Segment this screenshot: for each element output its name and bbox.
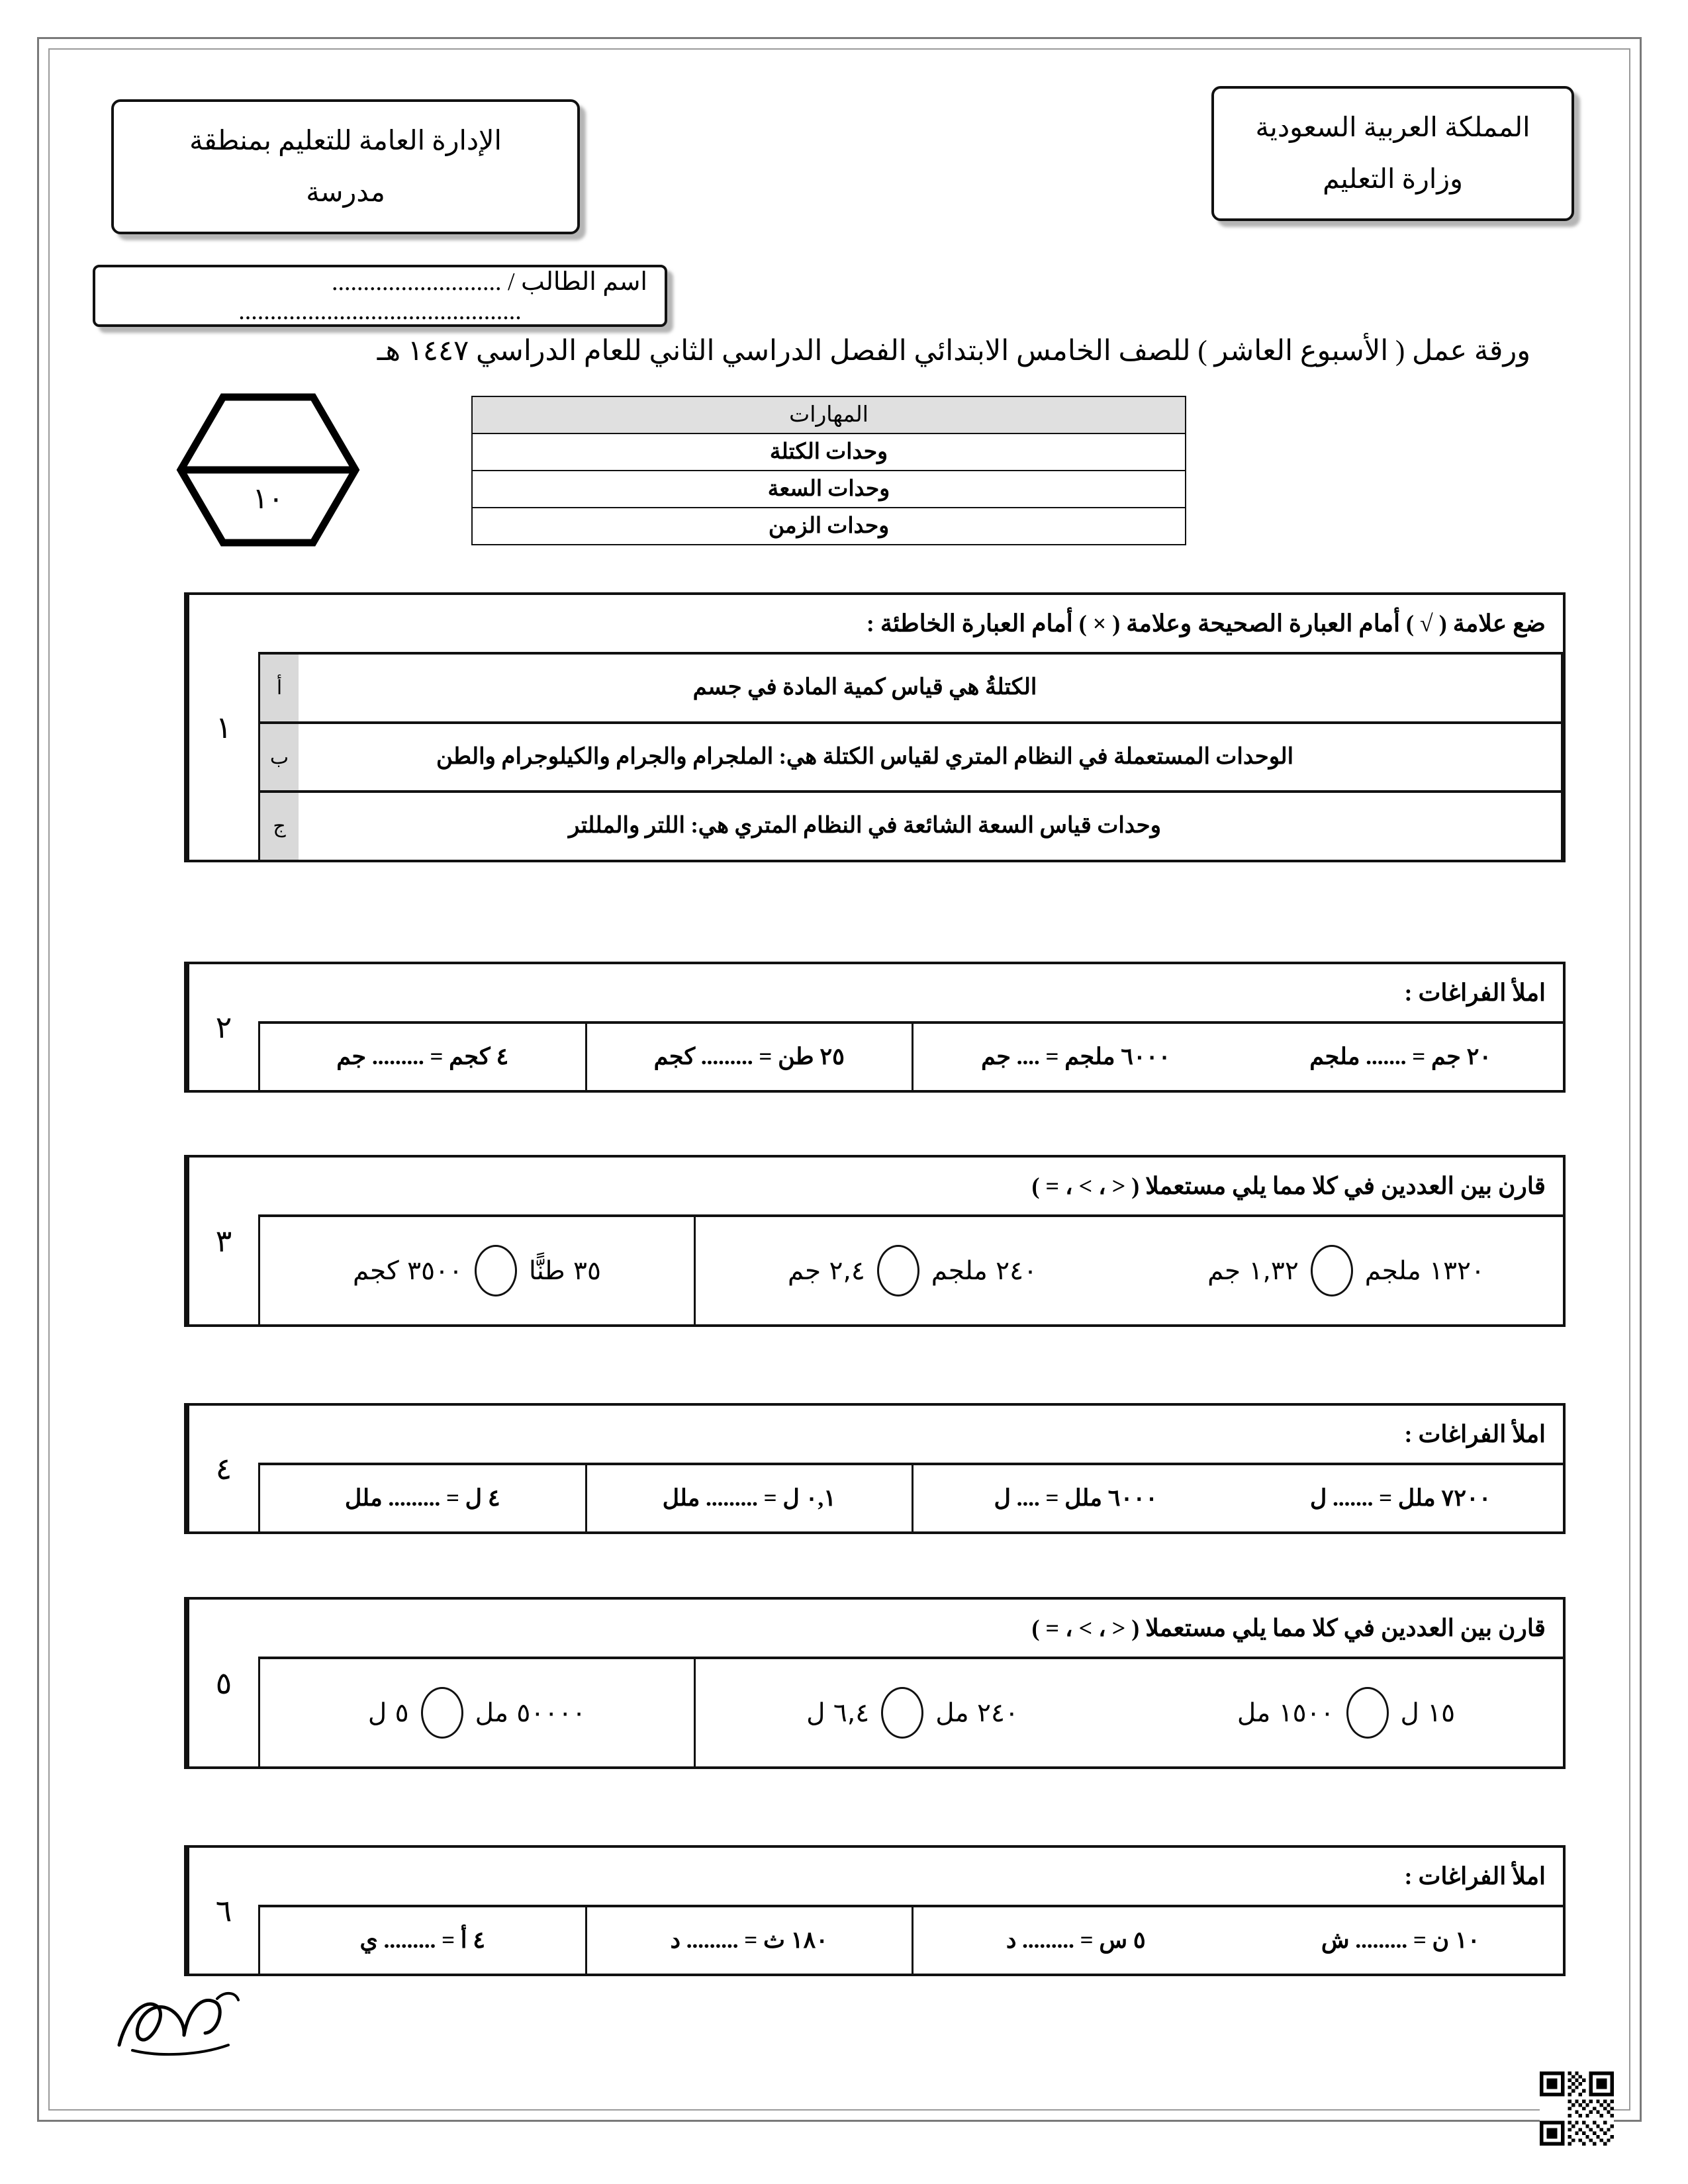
fill-blank-cell[interactable]: ٢٠ جم = ....... ملجم	[1309, 1044, 1492, 1069]
compare-cell[interactable]	[694, 1217, 1129, 1324]
tf-row	[258, 655, 1563, 724]
tf-letter-a: أ	[258, 655, 299, 721]
compare-cell[interactable]	[1129, 1659, 1563, 1766]
tf-answer-box-a[interactable]	[1431, 655, 1563, 721]
tf-statement-a: الكتلةُ هي قياس كمية المادة في جسم	[692, 675, 1037, 700]
compare-left-value: ١٥٠٠ مل	[1237, 1698, 1335, 1728]
tf-statement-b: الوحدات المستعملة في النظام المتري لقياس الكتلة هي: الملجرام والجرام والكيلوجرام والطن	[436, 744, 1294, 769]
compare-circle[interactable]	[421, 1687, 463, 1739]
skills-table	[471, 396, 1186, 545]
skills-row	[472, 508, 1186, 545]
question-prompt-2: املأ الفراغات :	[258, 964, 1563, 1024]
question-number-1: ١	[187, 595, 258, 860]
question-number-5: ٥	[187, 1600, 258, 1766]
question-number-2: ٢	[187, 964, 258, 1090]
tf-letter-c: ج	[258, 793, 299, 860]
student-name-field[interactable]	[93, 265, 667, 327]
fill-blank-cell[interactable]: ٦٠٠٠ ملل = .... ل	[912, 1465, 1239, 1531]
education-directorate-box	[111, 99, 580, 234]
fill-blank-cell[interactable]: ٤ كجم = ......... جم	[258, 1024, 585, 1090]
compare-left-value: ٢,٤ جم	[788, 1255, 865, 1286]
compare-circle[interactable]	[475, 1245, 517, 1297]
tf-answer-box-c[interactable]	[1431, 793, 1563, 860]
tf-row	[258, 793, 1563, 860]
question-number-3: ٣	[187, 1158, 258, 1324]
fill-blank-cell[interactable]: ٢٥ طن = ......... كجم	[585, 1024, 912, 1090]
fill-blank-cell[interactable]: ٤ ل = ......... ملل	[258, 1465, 585, 1531]
student-name-dots: .............................................	[238, 296, 522, 325]
fill-blank-cell[interactable]: ٠,١ ل = ......... ملل	[585, 1465, 912, 1531]
mark-hexagon	[175, 389, 361, 551]
fill-blank-cell[interactable]: ١٠ ن = ......... ش	[1321, 1927, 1480, 1953]
compare-left-value: ٦,٤ ل	[806, 1698, 870, 1728]
compare-right-value: ٥٠٠٠٠ مل	[475, 1698, 586, 1728]
skills-row	[472, 433, 1186, 471]
skill-item-2: وحدات الزمن	[472, 508, 1186, 545]
compare-right-value: ٢٤٠ ملجم	[931, 1255, 1037, 1286]
fill-blank-cell[interactable]: ٤ أ = ......... ي	[258, 1907, 585, 1974]
compare-left-value: ٣٥٠٠ كجم	[353, 1255, 463, 1286]
compare-right-value: ١٥ ل	[1400, 1698, 1456, 1728]
tf-letter-b: ب	[258, 724, 299, 791]
hexagon-icon	[175, 389, 361, 551]
compare-circle[interactable]	[1311, 1245, 1353, 1297]
question-prompt-5: قارن بين العددين في كلا مما يلي مستعملا ( < ، > ، = )	[258, 1600, 1563, 1659]
compare-left-value: ١,٣٢ جم	[1207, 1255, 1299, 1286]
skills-header-cell: المهارات	[472, 396, 1186, 433]
question-block-1	[184, 592, 1566, 862]
question-number-4: ٤	[187, 1406, 258, 1531]
question-prompt-1: ضع علامة ( √ ) أمام العبارة الصحيحة وعلامة ( × ) أمام العبارة الخاطئة :	[258, 595, 1563, 655]
fill-blank-cell[interactable]: ٦٠٠٠ ملجم = .... جم	[912, 1024, 1239, 1090]
qr-code-icon	[1540, 2071, 1614, 2146]
fill-blank-cell[interactable]: ١٨٠ ث = ......... د	[585, 1907, 912, 1974]
compare-circle[interactable]	[881, 1687, 923, 1739]
compare-cell[interactable]	[258, 1659, 694, 1766]
kingdom-label: المملكة العربية السعودية	[1255, 112, 1530, 143]
page-title: ورقة عمل ( الأسبوع العاشر ) للصف الخامس الابتدائي الفصل الدراسي الثاني للعام الدراسي ١٤٤٧ هـ	[377, 336, 1530, 367]
handwritten-signature	[106, 1979, 265, 2065]
question-block-4	[184, 1403, 1566, 1534]
compare-circle[interactable]	[1346, 1687, 1389, 1739]
school-label: مدرسة	[306, 177, 385, 207]
question-prompt-4: املأ الفراغات :	[258, 1406, 1563, 1465]
question-prompt-6: املأ الفراغات :	[258, 1848, 1563, 1907]
compare-right-value: ٢٤٠ مل	[935, 1698, 1019, 1728]
skills-header-row	[472, 396, 1186, 433]
question-prompt-3: قارن بين العددين في كلا مما يلي مستعملا ( < ، > ، = )	[258, 1158, 1563, 1217]
student-name-label: اسم الطالب / ...........................	[331, 267, 647, 296]
tf-statement-c: وحدات قياس السعة الشائعة في النظام المتري هي: اللتر والمللتر	[568, 813, 1162, 839]
compare-cell[interactable]	[694, 1659, 1129, 1766]
skills-row	[472, 471, 1186, 508]
mark-value: ١٠	[252, 482, 284, 515]
fill-blank-cell[interactable]: ٧٢٠٠ ملل = ....... ل	[1309, 1485, 1491, 1511]
compare-circle[interactable]	[877, 1245, 919, 1297]
tf-answer-box-b[interactable]	[1431, 724, 1563, 791]
skill-item-1: وحدات السعة	[472, 471, 1186, 508]
compare-left-value: ٥ ل	[367, 1698, 409, 1728]
compare-cell[interactable]	[258, 1217, 694, 1324]
fill-blank-cell[interactable]: ٥ س = ......... د	[912, 1907, 1239, 1974]
question-block-6	[184, 1845, 1566, 1976]
kingdom-ministry-box	[1211, 86, 1574, 221]
skill-item-0: وحدات الكتلة	[472, 433, 1186, 471]
tf-row	[258, 724, 1563, 794]
question-block-5	[184, 1597, 1566, 1769]
compare-right-value: ٣٥ طنًّا	[528, 1255, 601, 1286]
question-block-3	[184, 1155, 1566, 1327]
compare-cell[interactable]	[1129, 1217, 1563, 1324]
directorate-label: الإدارة العامة للتعليم بمنطقة	[189, 125, 502, 156]
ministry-label: وزارة التعليم	[1323, 163, 1463, 194]
compare-right-value: ١٣٢٠ ملجم	[1364, 1255, 1485, 1286]
question-number-6: ٦	[187, 1848, 258, 1974]
question-block-2	[184, 962, 1566, 1093]
